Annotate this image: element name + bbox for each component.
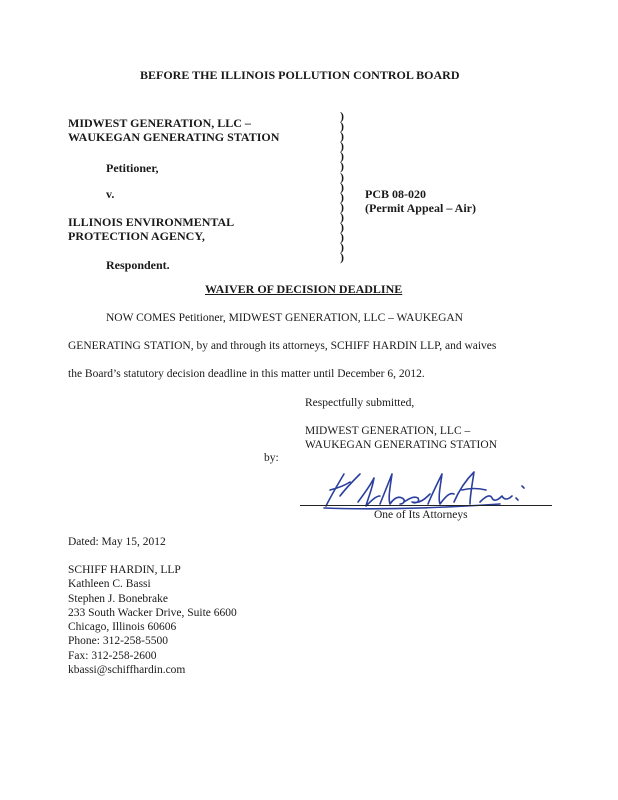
paren: ) [340, 149, 344, 164]
paren: ) [340, 119, 344, 134]
respondent-name-line2: PROTECTION AGENCY, [68, 229, 205, 243]
signing-party-line2: WAUKEGAN GENERATING STATION [305, 439, 498, 451]
attorney-name-1: Kathleen C. Bassi [68, 578, 151, 591]
versus-label: v. [106, 187, 115, 201]
body-line-2: GENERATING STATION, by and through its attorneys, SCHIFF HARDIN LLP, and waives [68, 340, 497, 352]
body-line-1: NOW COMES Petitioner, MIDWEST GENERATION, LLC – WAUKEGAN [106, 312, 463, 324]
paren: ) [340, 129, 344, 144]
paren: ) [340, 109, 344, 123]
signature-caption: One of Its Attorneys [374, 509, 468, 521]
case-number: PCB 08-020 [365, 187, 426, 201]
email-address: kbassi@schiffhardin.com [68, 664, 186, 677]
paren: ) [340, 159, 344, 174]
paren: ) [340, 240, 344, 255]
signature-line [300, 505, 552, 506]
paren: ) [340, 209, 344, 224]
body-line-3: the Board’s statutory decision deadline in this matter until December 6, 2012. [68, 368, 425, 380]
paren: ) [340, 139, 344, 154]
petitioner-name-line1: MIDWEST GENERATION, LLC – [68, 116, 251, 130]
paren: ) [340, 189, 344, 204]
paren: ) [340, 250, 344, 265]
closing-phrase: Respectfully submitted, [305, 397, 415, 409]
attorney-address-block [68, 563, 237, 677]
document-title: WAIVER OF DECISION DEADLINE [205, 282, 403, 296]
respondent-role: Respondent. [106, 258, 170, 272]
paren: ) [340, 220, 344, 235]
attorney-name-2: Stephen J. Bonebrake [68, 592, 168, 605]
dated-line: Dated: May 15, 2012 [68, 536, 166, 548]
phone-number: Phone: 312-258-5500 [68, 635, 168, 648]
caption-parentheses [340, 109, 344, 265]
city-state-zip: Chicago, Illinois 60606 [68, 621, 177, 634]
signing-party-line1: MIDWEST GENERATION, LLC – [305, 425, 471, 437]
board-heading: BEFORE THE ILLINOIS POLLUTION CONTROL BOARD [140, 68, 460, 82]
firm-name: SCHIFF HARDIN, LLP [68, 564, 181, 576]
fax-number: Fax: 312-258-2600 [68, 649, 157, 662]
paren: ) [340, 230, 344, 245]
petitioner-role: Petitioner, [106, 161, 159, 175]
case-type: (Permit Appeal – Air) [365, 201, 476, 215]
paren: ) [340, 169, 344, 184]
paren: ) [340, 199, 344, 214]
street-address: 233 South Wacker Drive, Suite 6600 [68, 606, 237, 619]
petitioner-name-line2: WAUKEGAN GENERATING STATION [68, 130, 280, 144]
by-label: by: [264, 452, 279, 464]
respondent-name-line1: ILLINOIS ENVIRONMENTAL [68, 215, 235, 229]
paren: ) [340, 179, 344, 194]
